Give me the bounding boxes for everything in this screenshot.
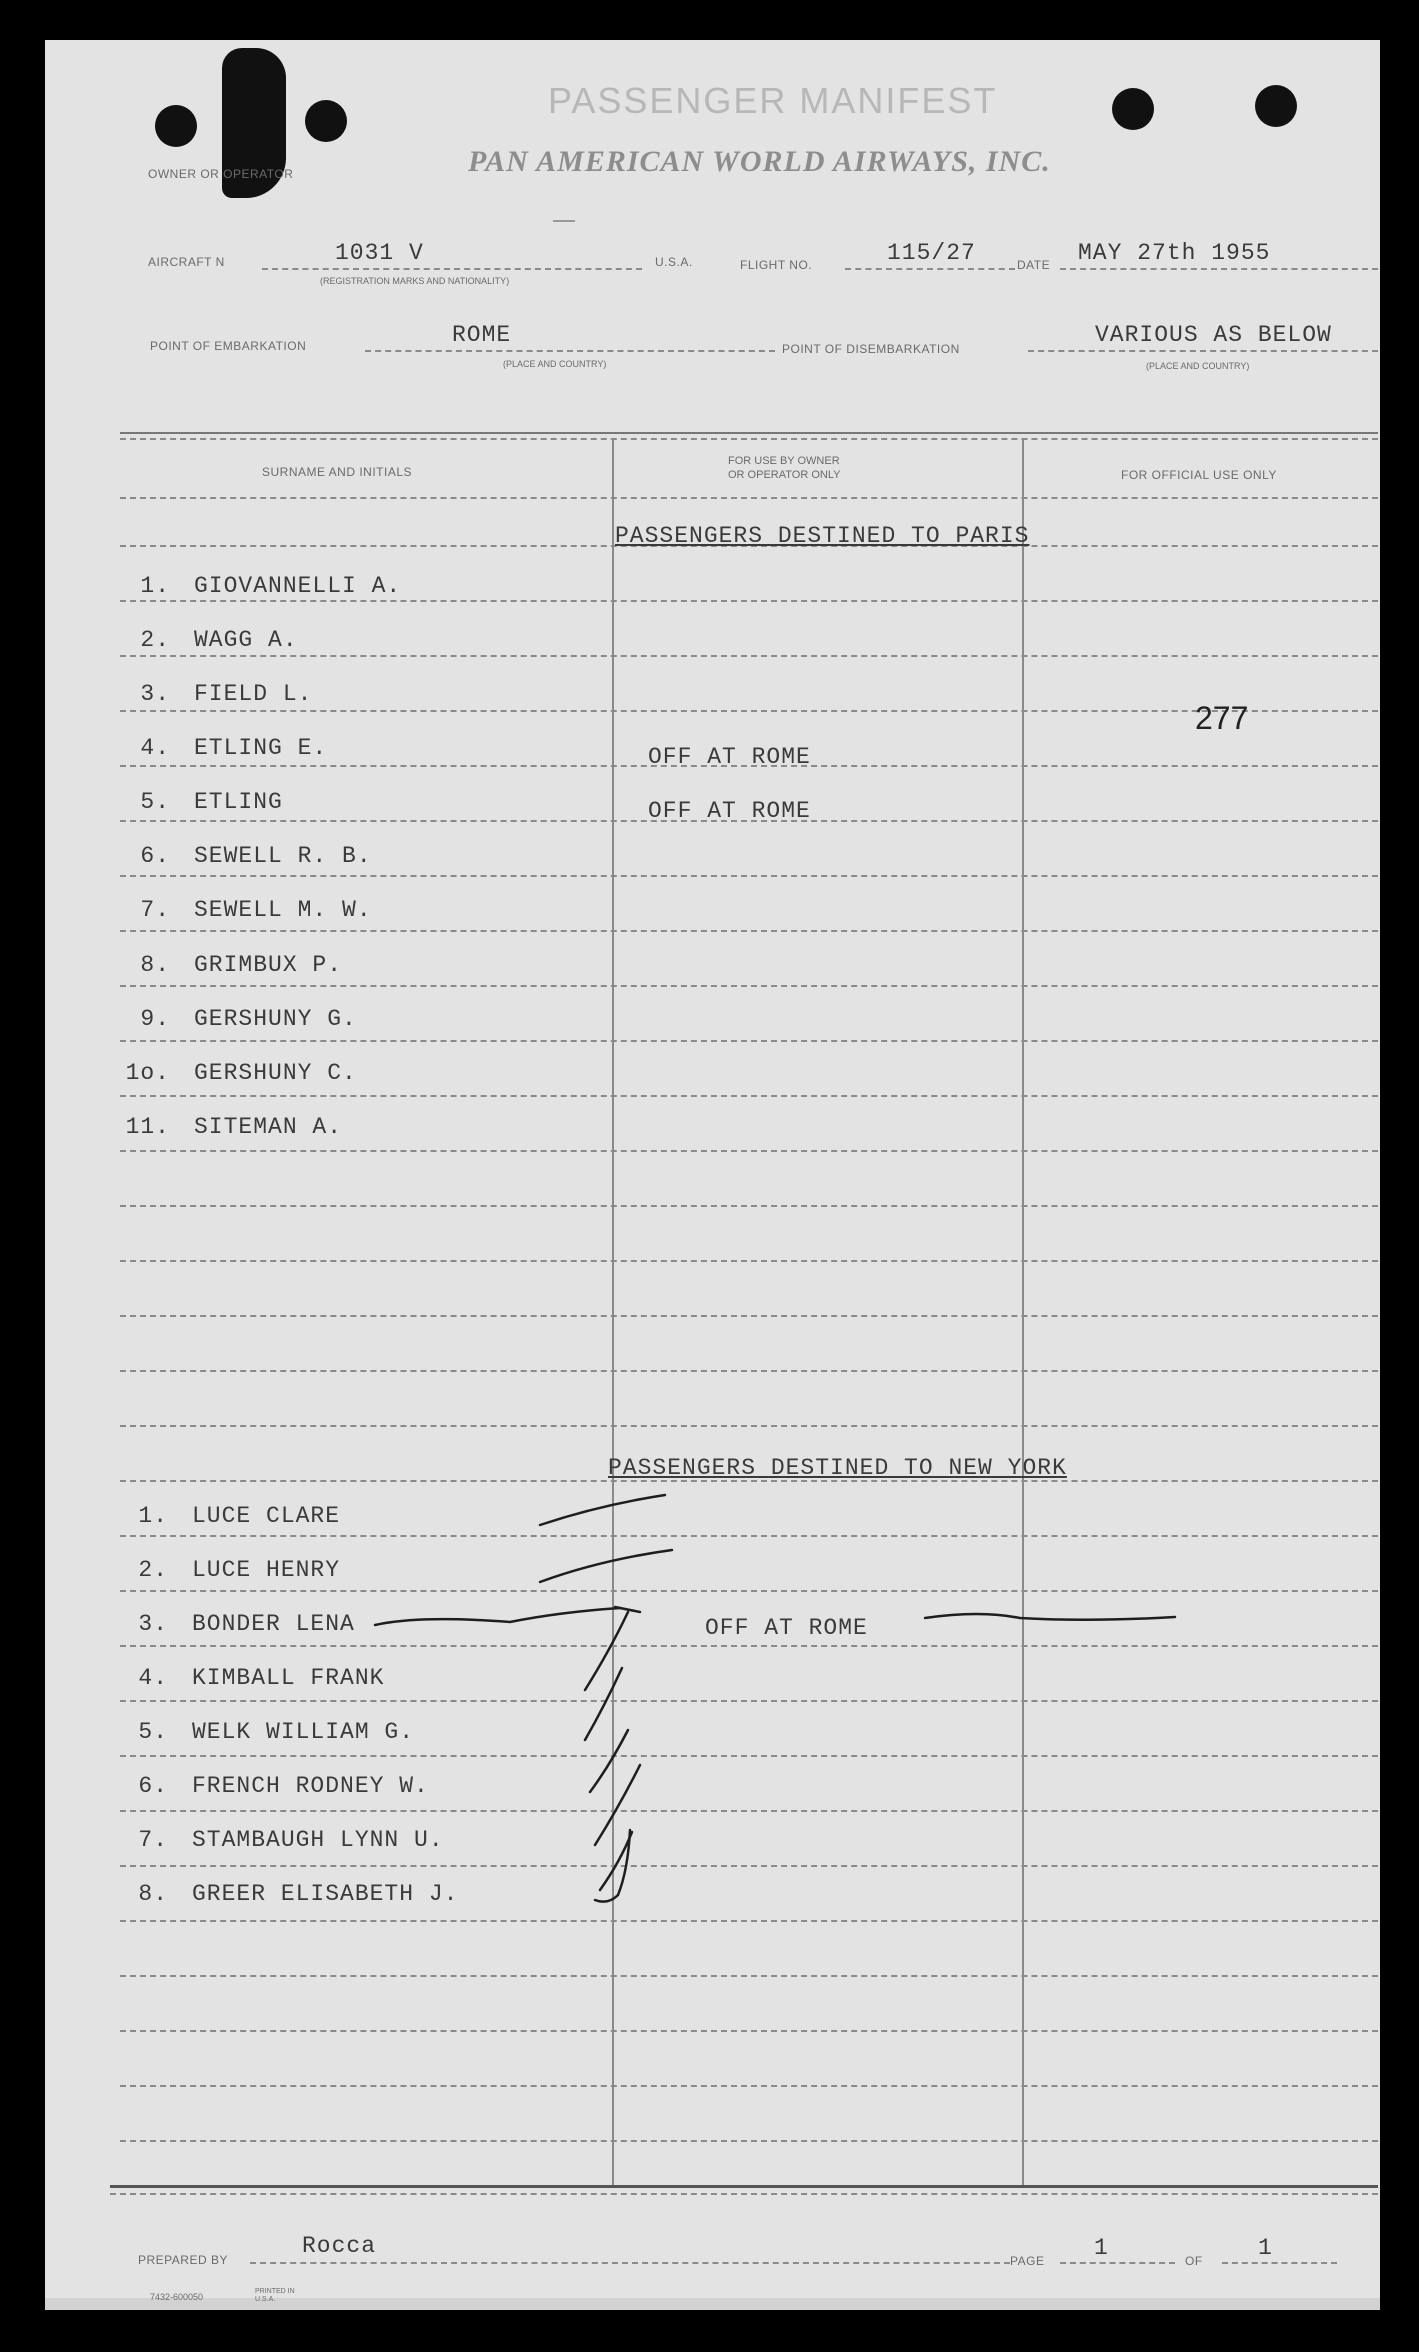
prepared-by-value: Rocca (302, 2233, 377, 2259)
aircraft-label: AIRCRAFT N (148, 255, 225, 269)
form-title: PASSENGER MANIFEST (548, 80, 998, 121)
printed-in-usa: PRINTED IN U.S.A. (255, 2288, 295, 2303)
page-label: PAGE (1010, 2254, 1045, 2268)
row-number: 2. (140, 627, 170, 653)
passenger-name: SITEMAN A. (194, 1114, 343, 1140)
column-header-owner-2: OR OPERATOR ONLY (728, 469, 841, 481)
aircraft-value: 1031 V (335, 240, 424, 266)
date-value: MAY 27th 1955 (1078, 240, 1271, 266)
row-number: 5. (140, 789, 170, 815)
passenger-name: GIOVANNELLI A. (194, 573, 402, 599)
aircraft-sublabel: (REGISTRATION MARKS AND NATIONALITY) (320, 276, 510, 286)
passenger-name: FIELD L. (194, 681, 313, 707)
disembark-label: POINT OF DISEMBARKATION (782, 342, 960, 356)
passenger-name: ETLING (194, 789, 283, 815)
tick-mark (540, 1495, 665, 1525)
date-label: DATE (1017, 258, 1051, 272)
passenger-note: OFF AT ROME (648, 744, 811, 770)
of-underline (1222, 2262, 1337, 2264)
column-header-official: FOR OFFICIAL USE ONLY (1121, 468, 1277, 482)
disembark-value: VARIOUS AS BELOW (1095, 322, 1332, 348)
embark-sublabel: (PLACE AND COUNTRY) (503, 359, 607, 369)
disembark-sublabel: (PLACE AND COUNTRY) (1146, 361, 1250, 371)
owner-label: OWNER OR OPERATOR (148, 167, 294, 181)
row-number: 1. (138, 1503, 168, 1529)
tick-mark (585, 1612, 628, 1690)
passenger-name: KIMBALL FRANK (192, 1665, 385, 1691)
passenger-name: SEWELL M. W. (194, 897, 372, 923)
prepared-by-label: PREPARED BY (138, 2253, 228, 2267)
row-number: 5. (138, 1719, 168, 1745)
passenger-name: WELK WILLIAM G. (192, 1719, 415, 1745)
passenger-name: STAMBAUGH LYNN U. (192, 1827, 444, 1853)
airline-name: PAN AMERICAN WORLD AIRWAYS, INC. (468, 145, 1051, 178)
form-code: 7432-600050 (150, 2292, 204, 2302)
row-number: 4. (140, 735, 170, 761)
row-number: 11. (125, 1114, 170, 1140)
embark-value: ROME (452, 322, 512, 348)
of-label: OF (1185, 2254, 1203, 2268)
passenger-name: LUCE CLARE (192, 1503, 341, 1529)
page-underline (1060, 2262, 1175, 2264)
row-number: 3. (140, 681, 170, 707)
passenger-note: OFF AT ROME (705, 1615, 868, 1641)
flight-value: 115/27 (887, 240, 976, 266)
passenger-note: OFF AT ROME (648, 798, 811, 824)
row-number: 7. (138, 1827, 168, 1853)
column-header-owner-1: FOR USE BY OWNER (728, 455, 840, 467)
strike-line (375, 1608, 620, 1625)
passenger-name: GERSHUNY G. (194, 1006, 357, 1032)
column-header-surname: SURNAME AND INITIALS (262, 465, 413, 479)
official-note: 277 (1195, 700, 1249, 736)
prepared-by-underline (250, 2262, 1010, 2264)
passenger-name: FRENCH RODNEY W. (192, 1773, 429, 1799)
row-number: 6. (138, 1773, 168, 1799)
tick-mark (590, 1730, 628, 1792)
row-number: 4. (138, 1665, 168, 1691)
row-number: 3. (138, 1611, 168, 1637)
page-value: 1 (1094, 2235, 1109, 2261)
passenger-name: WAGG A. (194, 627, 298, 653)
row-number: 9. (140, 1006, 170, 1032)
row-number: 2. (138, 1557, 168, 1583)
tick-mark (540, 1550, 672, 1582)
strike-line (925, 1614, 1175, 1620)
passenger-name: GERSHUNY C. (194, 1060, 357, 1086)
row-number: 8. (138, 1881, 168, 1907)
passenger-name: LUCE HENRY (192, 1557, 341, 1583)
passenger-name: ETLING E. (194, 735, 328, 761)
nationality: U.S.A. (655, 255, 693, 269)
passenger-name: GRIMBUX P. (194, 952, 343, 978)
passenger-name: BONDER LENA (192, 1611, 355, 1637)
passenger-name: GREER ELISABETH J. (192, 1881, 459, 1907)
row-number: 1. (140, 573, 170, 599)
row-number: 1o. (125, 1060, 170, 1086)
passenger-name: SEWELL R. B. (194, 843, 372, 869)
section-heading-paris: PASSENGERS DESTINED TO PARIS (615, 523, 1030, 549)
of-value: 1 (1258, 2235, 1273, 2261)
row-number: 8. (140, 952, 170, 978)
row-number: 7. (140, 897, 170, 923)
flight-label: FLIGHT NO. (740, 258, 813, 272)
embark-label: POINT OF EMBARKATION (150, 339, 307, 353)
row-number: 6. (140, 843, 170, 869)
section-heading-new-york: PASSENGERS DESTINED TO NEW YORK (608, 1455, 1067, 1481)
